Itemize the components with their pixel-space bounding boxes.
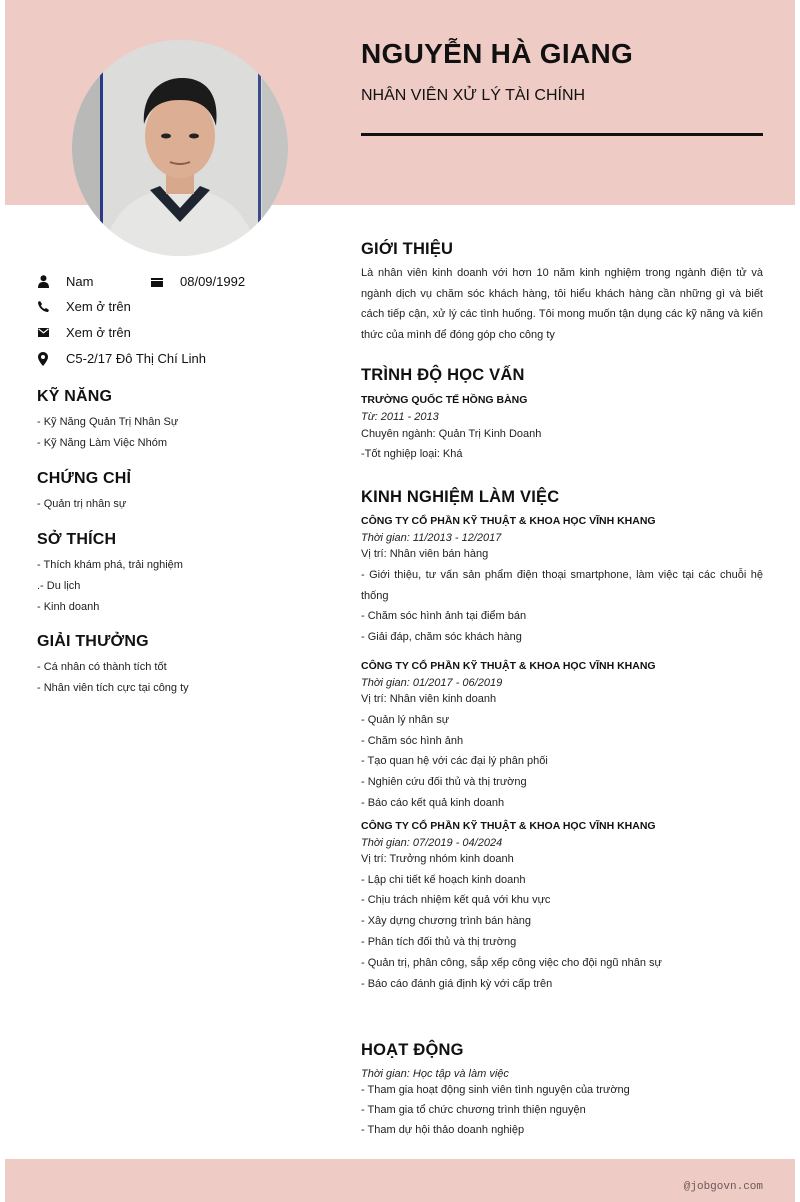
job-task: - Phân tích đối thủ và thị trường xyxy=(361,935,517,948)
address-row xyxy=(37,351,206,366)
certificates-section xyxy=(37,470,317,515)
hobbies-section xyxy=(37,531,317,618)
education-period: Từ: 2011 - 2013 xyxy=(361,411,439,423)
section-title: HOẠT ĐỘNG xyxy=(361,1041,464,1059)
list-item: - Kinh doanh xyxy=(37,601,100,613)
job-task: - Chịu trách nhiệm kết quả với khu vực xyxy=(361,894,551,907)
job-task: - Báo cáo đánh giá định kỳ với cấp trên xyxy=(361,977,553,990)
list-item: - Tham gia hoạt động sinh viên tình nguyện của trường xyxy=(361,1084,630,1096)
education-section xyxy=(361,366,763,465)
job-task: - Lập chi tiết kế hoạch kinh doanh xyxy=(361,873,526,886)
job-period: Thời gian: 11/2013 - 12/2017 xyxy=(361,532,502,544)
avatar xyxy=(72,40,288,256)
section-title: KINH NGHIỆM LÀM VIỆC xyxy=(361,488,560,506)
job-task: - Quản lý nhân sự xyxy=(361,713,450,726)
email-value: Xem ở trên xyxy=(66,325,131,340)
location-pin-icon xyxy=(37,352,49,366)
job-entry xyxy=(361,820,763,995)
phone-row xyxy=(37,299,131,314)
list-item: - Quản trị nhân sự xyxy=(37,498,127,510)
gender-row xyxy=(37,274,93,289)
birthdate-row xyxy=(151,274,245,289)
job-title: NHÂN VIÊN XỬ LÝ TÀI CHÍNH xyxy=(361,87,586,104)
section-title: SỞ THÍCH xyxy=(37,531,117,548)
job-task: - Báo cáo kết quả kinh doanh xyxy=(361,796,505,809)
list-item: - Cá nhân có thành tích tốt xyxy=(37,661,167,673)
phone-value: Xem ở trên xyxy=(66,299,131,314)
list-item: - Tham gia tổ chức chương trình thiện nguyện xyxy=(361,1104,586,1116)
phone-icon xyxy=(37,300,49,314)
list-item: .- Du lịch xyxy=(37,580,81,592)
list-item: - Kỹ Năng Quản Trị Nhân Sự xyxy=(37,416,179,428)
person-icon xyxy=(37,275,49,289)
calendar-icon xyxy=(151,275,163,289)
activities-section xyxy=(361,1041,763,1140)
watermark: @jobgovn.com xyxy=(683,1181,763,1193)
portrait-photo xyxy=(72,40,288,256)
section-title: GIẢI THƯỞNG xyxy=(37,633,149,650)
list-item: - Kỹ Năng Làm Việc Nhóm xyxy=(37,437,168,449)
company-name: CÔNG TY CỔ PHẦN KỸ THUẬT & KHOA HỌC VĨNH KHANG xyxy=(361,659,656,672)
section-title: TRÌNH ĐỘ HỌC VẤN xyxy=(361,366,525,384)
education-grade: -Tốt nghiệp loại: Khá xyxy=(361,447,463,460)
envelope-icon xyxy=(37,326,49,340)
job-period: Thời gian: 07/2019 - 04/2024 xyxy=(361,836,503,849)
activities-period: Thời gian: Học tập và làm việc xyxy=(361,1068,509,1080)
name-divider xyxy=(361,133,763,136)
school-name: TRƯỜNG QUỐC TẾ HỒNG BÀNG xyxy=(361,394,528,406)
job-position: Vị trí: Nhân viên kinh doanh xyxy=(361,692,497,705)
job-task: - Nghiên cứu đối thủ và thị trường xyxy=(361,776,527,789)
job-task: - Chăm sóc hình ảnh xyxy=(361,734,464,747)
company-name: CÔNG TY CỔ PHẦN KỸ THUẬT & KHOA HỌC VĨNH KHANG xyxy=(361,515,656,527)
job-entry xyxy=(361,660,763,814)
job-task: - Giải đáp, chăm sóc khách hàng xyxy=(361,631,522,644)
job-position: Vị trí: Nhân viên bán hàng xyxy=(361,548,489,560)
job-entry xyxy=(361,515,763,648)
birthdate-value: 08/09/1992 xyxy=(180,274,246,289)
experience-section xyxy=(361,488,763,994)
section-title: KỸ NĂNG xyxy=(37,388,113,405)
footer-band xyxy=(5,1159,795,1202)
education-major: Chuyên ngành: Quản Trị Kinh Doanh xyxy=(361,428,542,440)
skills-section xyxy=(37,388,317,454)
company-name: CÔNG TY CỔ PHẦN KỸ THUẬT & KHOA HỌC VĨNH KHANG xyxy=(361,819,656,832)
job-task: - Xây dựng chương trình bán hàng xyxy=(361,915,531,928)
section-title: CHỨNG CHỈ xyxy=(37,470,132,487)
list-item: - Tham dự hội thảo doanh nghiệp xyxy=(361,1124,525,1136)
job-task: - Chăm sóc hình ảnh tại điểm bán xyxy=(361,610,527,623)
address-value: C5-2/17 Đô Thị Chí Linh xyxy=(66,351,206,366)
job-task: - Tạo quan hệ với các đại lý phân phối xyxy=(361,755,548,768)
awards-section xyxy=(37,633,317,699)
section-title: GIỚI THIỆU xyxy=(361,240,454,258)
job-period: Thời gian: 01/2017 - 06/2019 xyxy=(361,676,503,689)
job-task: - Quản trị, phân công, sắp xếp công việc cho đội ngũ nhân sự xyxy=(361,956,662,969)
intro-section xyxy=(361,240,763,346)
candidate-name: NGUYỄN HÀ GIANG xyxy=(361,38,634,69)
gender-value: Nam xyxy=(66,274,94,289)
list-item: - Thích khám phá, trải nghiệm xyxy=(37,559,183,571)
job-task: - Giới thiệu, tư vấn sản phẩm điện thoại smartphone, làm việc tại các chuỗi hệ thống xyxy=(361,568,763,602)
intro-text: Là nhân viên kinh doanh với hơn 10 năm kinh nghiệm trong ngành điện tử và ngành dịch vụ chăm sóc khách hàng, tôi hiểu khách hàng cần những gì và biết cách tiếp cận, xử lý các tình huống. Tôi mong muốn tận dụng các kỹ năng và kiến thức của mình để đóng góp cho công ty xyxy=(361,267,763,342)
list-item: - Nhân viên tích cực tại công ty xyxy=(37,682,189,694)
job-position: Vị trí: Trưởng nhóm kinh doanh xyxy=(361,852,514,865)
email-row xyxy=(37,325,131,340)
